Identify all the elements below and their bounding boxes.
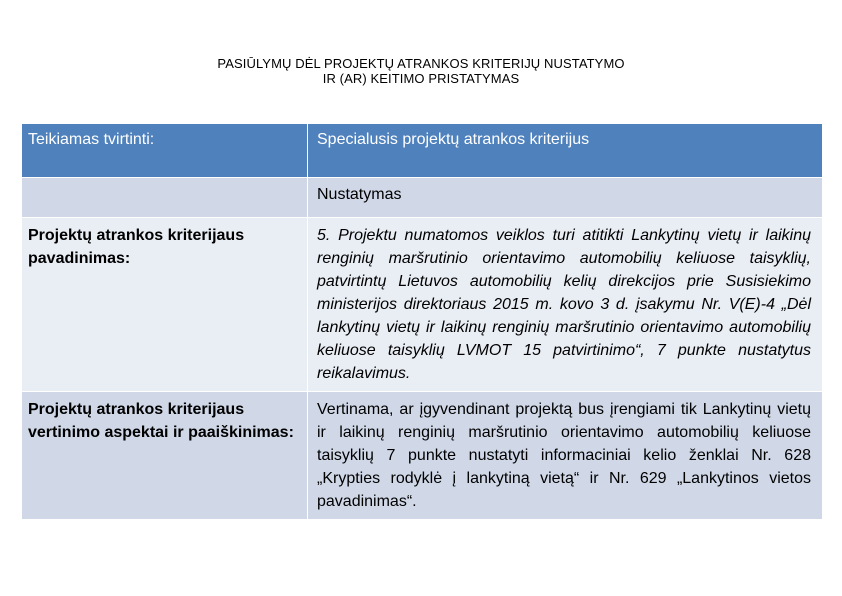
document-title-line-2: IR (AR) KEITIMO PRISTATYMAS (322, 71, 520, 86)
table-row (22, 218, 823, 392)
table-subheader-row (22, 178, 823, 218)
header-cell-left: Teikiamas tvirtinti: (22, 124, 308, 178)
document-title (0, 56, 842, 86)
table-row (22, 392, 823, 520)
subheader-cell-right: Nustatymas (308, 178, 823, 218)
header-cell-right: Specialusis projektų atrankos kriterijus (308, 124, 823, 178)
table-header-row (22, 124, 823, 178)
criteria-table (21, 123, 823, 520)
document-title-line-1: PASIŪLYMŲ DĖL PROJEKTŲ ATRANKOS KRITERIJŲ NUSTATYMO (217, 56, 625, 71)
subheader-cell-left (22, 178, 308, 218)
criterion-name-label: Projektų atrankos kriterijaus pavadinimas: (22, 218, 308, 392)
criterion-name-value: 5. Projektu numatomos veiklos turi atitikti Lankytinų vietų ir laikinų renginių maršrutinio orientavimo automobilių keliuose taisyklių, patvirtintų Lietuvos automobilių kelių direkcijos prie Susisiekimo ministerijos direktoriaus 2015 m. kovo 3 d. įsakymu Nr. V(E)-4 „Dėl lankytinų vietų ir laikinų renginių maršrutinio orientavimo automobilių keliuose taisyklių LVMOT 15 patvirtinimo“, 7 punkte nustatytus reikalavimus. (308, 218, 823, 392)
criterion-assessment-label: Projektų atrankos kriterijaus vertinimo aspektai ir paaiškinimas: (22, 392, 308, 520)
criterion-assessment-value: Vertinama, ar įgyvendinant projektą bus įrengiami tik Lankytinų vietų ir laikinų renginių maršrutinio orientavimo automobilių keliuose taisyklių 7 punkte nustatyti informaciniai kelio ženklai Nr. 628 „Krypties rodyklė į lankytiną vietą“ ir Nr. 629 „Lankytinos vietos pavadinimas“. (308, 392, 823, 520)
